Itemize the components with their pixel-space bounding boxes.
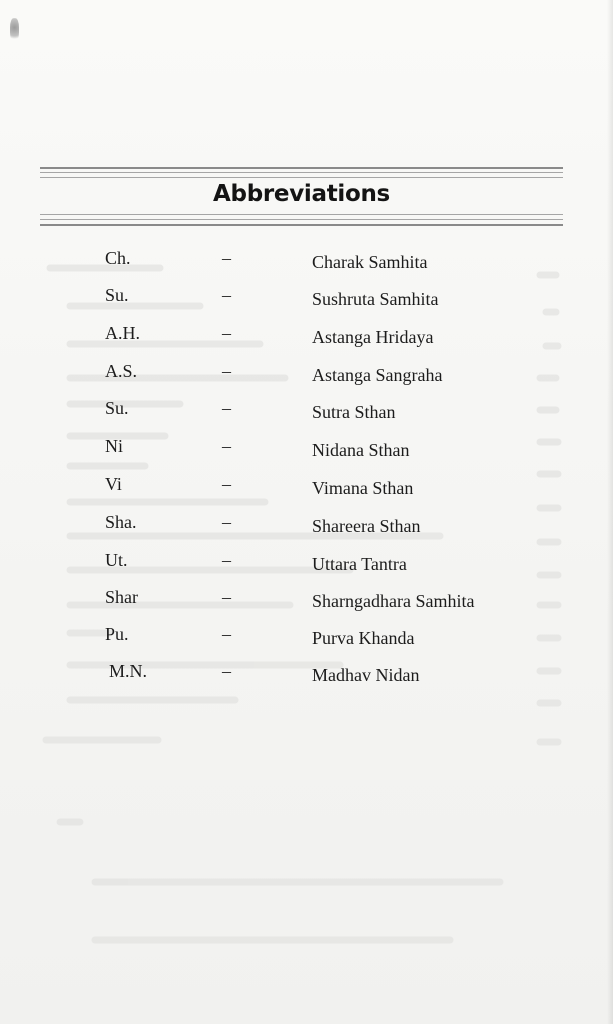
abbreviation-row	[0, 474, 613, 500]
abbreviation-row	[0, 661, 613, 687]
abbreviation-row	[0, 248, 613, 274]
abbreviation: Ni	[105, 436, 123, 456]
full-form: Astanga Hridaya	[312, 327, 434, 347]
full-form: Shareera Sthan	[312, 516, 421, 536]
abbreviation-row	[0, 323, 613, 349]
page-title: Abbreviations	[213, 181, 390, 207]
abbreviation-row	[0, 587, 613, 613]
separator-dash: –	[222, 624, 231, 644]
full-form: Astanga Sangraha	[312, 365, 443, 385]
separator-dash: –	[222, 436, 231, 456]
abbreviation: A.H.	[105, 323, 140, 343]
separator-dash: –	[222, 323, 231, 343]
full-form: Uttara Tantra	[312, 554, 407, 574]
abbreviation: Sha.	[105, 512, 137, 532]
full-form: Sushruta Samhita	[312, 289, 439, 309]
abbreviation: Shar	[105, 587, 138, 607]
abbreviation: Vi	[105, 474, 122, 494]
separator-dash: –	[222, 474, 231, 494]
separator-dash: –	[222, 361, 231, 381]
abbreviation: Su.	[105, 285, 129, 305]
separator-dash: –	[222, 285, 231, 305]
abbreviation: Pu.	[105, 624, 129, 644]
abbreviation: M.N.	[109, 661, 148, 681]
full-form: Madhav Nidan	[312, 665, 420, 685]
abbreviation-row	[0, 361, 613, 387]
separator-dash: –	[222, 248, 231, 268]
full-form: Purva Khanda	[312, 628, 415, 648]
abbreviation-row	[0, 436, 613, 462]
abbreviation-row	[0, 624, 613, 650]
abbreviation-row	[0, 398, 613, 424]
abbreviation: Ch.	[105, 248, 131, 268]
full-form: Sutra Sthan	[312, 402, 396, 422]
separator-dash: –	[222, 587, 231, 607]
abbreviation-row	[0, 285, 613, 311]
full-form: Charak Samhita	[312, 252, 428, 272]
full-form: Nidana Sthan	[312, 440, 410, 460]
separator-dash: –	[222, 550, 231, 570]
abbreviation: Ut.	[105, 550, 128, 570]
separator-dash: –	[222, 398, 231, 418]
separator-dash: –	[222, 512, 231, 532]
abbreviation-row	[0, 512, 613, 538]
abbreviation: Su.	[105, 398, 129, 418]
abbreviation-row	[0, 550, 613, 576]
full-form: Sharngadhara Samhita	[312, 591, 475, 611]
abbreviation: A.S.	[105, 361, 138, 381]
full-form: Vimana Sthan	[312, 478, 414, 498]
separator-dash: –	[222, 661, 231, 681]
